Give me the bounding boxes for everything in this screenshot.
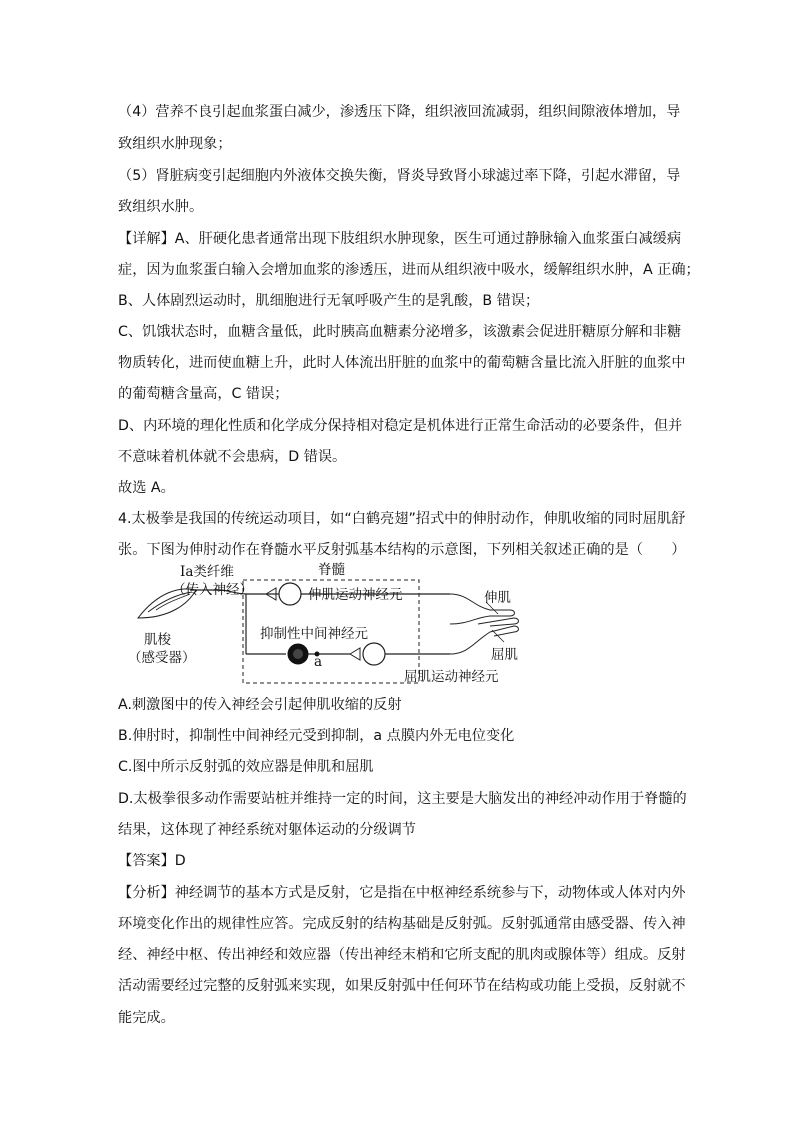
option-a: A.刺激图中的传入神经会引起伸肌收缩的反射 bbox=[118, 697, 402, 713]
text-line-5: 【详解】A、肝硬化患者通常出现下肢组织水肿现象，医生可通过静脉输入血浆蛋白减缓病 bbox=[118, 231, 682, 247]
fiber-sublabel: （传入神经） bbox=[172, 582, 253, 598]
question-stem-1: 4.太极拳是我国的传统运动项目，如“白鹤亮翅”招式中的伸肘动作，伸肌收缩的同时屈肌舒 bbox=[118, 511, 686, 527]
question-stem-2: 张。下图为伸肘动作在脊髓水平反射弧基本结构的示意图，下列相关叙述正确的是（ ） bbox=[118, 542, 686, 558]
flexor-neuron-label: 屈肌运动神经元 bbox=[404, 669, 499, 685]
flexor-motor-neuron-body bbox=[363, 643, 385, 665]
option-d-line-1: D.太极拳很多动作需要站桩并维持一定的时间，这主要是大脑发出的神经冲动作用于脊髓的 bbox=[118, 791, 687, 807]
text-line-2: 致组织水肿现象； bbox=[118, 136, 232, 152]
extensor-motor-neuron-body bbox=[279, 583, 301, 605]
spindle-label: 肌梭 bbox=[144, 632, 171, 648]
text-line-6: 症，因为血浆蛋白输入会增加血浆的渗透压，进而从组织液中吸水，缓解组织水肿，A 正确； bbox=[118, 262, 700, 278]
text-line-10: 的葡萄糖含量高，C 错误； bbox=[118, 386, 289, 402]
option-d-line-2: 结果，这体现了神经系统对躯体运动的分级调节 bbox=[118, 822, 416, 838]
text-line-7: B、人体剧烈运动时，肌细胞进行无氧呼吸产生的是乳酸，B 错误； bbox=[118, 293, 540, 309]
analysis-line-3: 经、神经中枢、传出神经和效应器（传出神经末梢和它所支配的肌肉或腺体等）组成。反射 bbox=[118, 947, 686, 963]
extensor-neuron-label: 伸肌运动神经元 bbox=[308, 587, 403, 603]
spinal-cord-label: 脊髓 bbox=[318, 562, 345, 578]
analysis-line-1: 【分析】神经调节的基本方式是反射，它是指在中枢神经系统参与下，动物体或人体对内外 bbox=[118, 885, 686, 901]
option-c: C.图中所示反射弧的效应器是伸肌和屈肌 bbox=[118, 759, 374, 775]
analysis-line-2: 环境变化作出的规律性应答。完成反射的结构基础是反射弧。反射弧通常由感受器、传入神 bbox=[118, 916, 686, 932]
text-line-1: （4）营养不良引起血浆蛋白减少，渗透压下降，组织液回流减弱，组织间隙液体增加，导 bbox=[118, 104, 681, 120]
inhibitory-neuron-label: 抑制性中间神经元 bbox=[260, 626, 368, 642]
point-a-label: a bbox=[314, 654, 323, 670]
fiber-label: Ia类纤维 bbox=[180, 564, 234, 580]
text-line-11: D、内环境的理化性质和化学成分保持相对稳定是机体进行正常生命活动的必要条件，但并 bbox=[118, 418, 683, 434]
text-line-13: 故选 A。 bbox=[118, 480, 175, 496]
text-line-4: 致组织水肿。 bbox=[118, 199, 204, 215]
text-line-12: 不意味着机体就不会患病，D 错误。 bbox=[118, 449, 347, 465]
option-b: B.伸肘时，抑制性中间神经元受到抑制，a 点膜内外无电位变化 bbox=[118, 728, 515, 744]
answer-line: 【答案】D bbox=[118, 853, 186, 869]
analysis-line-5: 能完成。 bbox=[118, 1010, 175, 1026]
text-line-3: （5）肾脏病变引起细胞内外液体交换失衡，肾炎导致肾小球滤过率下降，引起水滞留，导 bbox=[118, 168, 681, 184]
spindle-sublabel: （感受器） bbox=[128, 650, 196, 666]
extensor-label: 伸肌 bbox=[484, 590, 511, 606]
text-line-8: C、饥饿状态时，血糖含量低，此时胰高血糖素分泌增多，该激素会促进肝糖原分解和非糖 bbox=[118, 324, 682, 340]
reflex-arc-diagram bbox=[118, 560, 538, 690]
flexor-label: 屈肌 bbox=[491, 647, 518, 663]
analysis-line-4: 活动需要经过完整的反射弧来实现，如果反射弧中任何环节在结构或功能上受损，反射就不 bbox=[118, 978, 686, 994]
text-line-9: 物质转化，进而使血糖上升，此时人体流出肝脏的血浆中的葡萄糖含量比流入肝脏的血浆中 bbox=[118, 355, 686, 371]
